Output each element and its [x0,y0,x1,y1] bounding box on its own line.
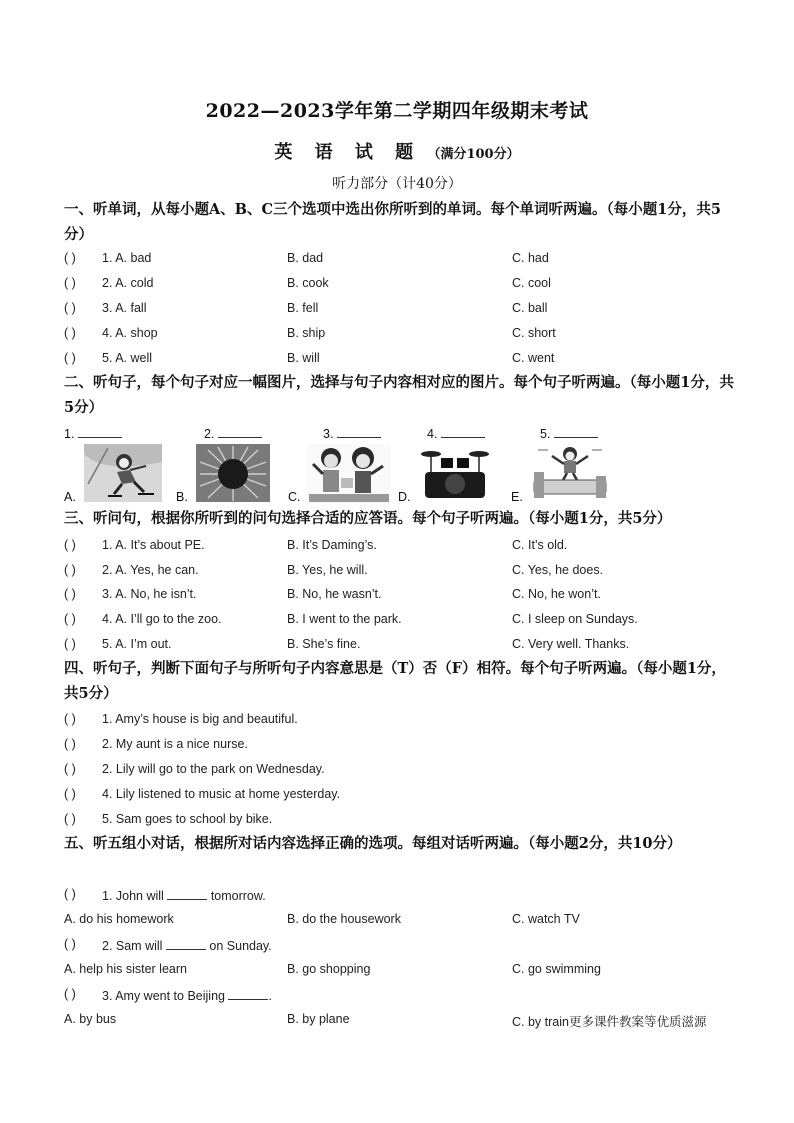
option-c: C. I sleep on Sundays. [512,612,638,626]
answer-bracket[interactable]: ( ) [64,326,76,340]
picture-answer-3[interactable]: 3. [323,425,381,441]
bed-jumping-image [530,444,610,502]
answer-bracket[interactable]: ( ) [64,987,76,1001]
option-a: 2. A. Yes, he can. [102,563,199,577]
option-b: B. No, he wasn’t. [287,587,382,601]
skating-girl-image [84,444,162,502]
question-text: 1. John will tomorrow. [102,889,266,903]
picture-answer-4[interactable]: 4. [427,425,485,441]
answer-bracket[interactable]: ( ) [64,612,76,626]
drum-kit-image [419,444,491,502]
part1-item [64,326,736,346]
option-b: B. It’s Daming’s. [287,538,377,552]
part4-heading: 四、听句子，判断下面句子与所听句子内容意思是（T）否（F）相符。每个句子听两遍。（每小题1分，共5分） [64,660,726,702]
answer-bracket[interactable]: ( ) [64,251,76,265]
option-a: A. help his sister learn [64,962,187,976]
option-b: B. fell [287,301,319,315]
part4-item [64,762,736,782]
part1-item [64,276,736,296]
answer-bracket[interactable]: ( ) [64,351,76,365]
answer-bracket[interactable]: ( ) [64,762,76,776]
answer-bracket[interactable]: ( ) [64,637,76,651]
option-a: 3. A. fall [102,301,147,315]
option-b: B. I went to the park. [287,612,402,626]
listening-section-title: 听力部分（计40分） [332,176,462,192]
option-b: B. ship [287,326,326,340]
part3-item [64,538,736,558]
part3-item [64,563,736,583]
option-c: C. Yes, he does. [512,563,604,577]
part4-item [64,787,736,807]
option-c: C. ball [512,301,548,315]
option-b: B. She’s fine. [287,637,361,651]
statement: 2. Lily will go to the park on Wednesday. [102,762,325,776]
option-a: 3. A. No, he isn’t. [102,587,197,601]
option-a: 4. A. I’ll go to the zoo. [102,612,222,626]
option-c: C. No, he won’t. [512,587,601,601]
option-b: B. do the housework [287,912,401,926]
statement: 4. Lily listened to music at home yesterday. [102,787,341,801]
option-a: 1. A. bad [102,251,152,265]
kids-image [307,444,391,504]
option-b: B. cook [287,276,329,290]
option-b: B. by plane [287,1012,350,1026]
answer-bracket[interactable]: ( ) [64,712,76,726]
option-c: C. went [512,351,555,365]
full-marks: （满分100分） [427,147,520,162]
part5-question-2 [64,937,736,957]
part2-heading: 二、听句子，每个句子对应一幅图片，选择与句子内容相对应的图片。每个句子听两遍。（每小题1分，共5分） [64,374,734,416]
option-a: 4. A. shop [102,326,158,340]
option-c: C. It’s old. [512,538,568,552]
option-a: 5. A. I’m out. [102,637,172,651]
watermark-text: 更多课件教案等优质滋源 [568,1014,707,1029]
subject-name: 英 语 试 题 [274,142,422,163]
picture-letter-d: D. [398,490,411,504]
part1-item [64,251,736,271]
answer-bracket[interactable]: ( ) [64,563,76,577]
answer-blank[interactable] [167,887,207,900]
picture-answer-1[interactable]: 1. [64,425,122,441]
question-text: 2. Sam will on Sunday. [102,939,272,953]
answer-bracket[interactable]: ( ) [64,301,76,315]
answer-blank[interactable] [166,937,206,950]
answer-bracket[interactable]: ( ) [64,737,76,751]
part5-heading: 五、听五组小对话，根据所对话内容选择正确的选项。每组对话听两遍。（每小题2分，共10分） [64,835,682,852]
option-c: C. watch TV [512,912,580,926]
picture-answer-2[interactable]: 2. [204,425,262,441]
exam-title: 2022—2023学年第二学期四年级期末考试 [205,100,589,122]
part5-options-2 [64,962,736,982]
statement: 2. My aunt is a nice nurse. [102,737,248,751]
sun-image [196,444,270,502]
option-b: B. go shopping [287,962,371,976]
part4-item [64,712,736,732]
part5-question-3 [64,987,736,1007]
part5-options-3 [64,1012,736,1032]
option-a: A. by bus [64,1012,117,1026]
option-c: C. cool [512,276,551,290]
option-a: A. do his homework [64,912,174,926]
answer-bracket[interactable]: ( ) [64,887,76,901]
picture-letter-b: B. [176,490,188,504]
answer-bracket[interactable]: ( ) [64,812,76,826]
answer-bracket[interactable]: ( ) [64,538,76,552]
option-a: 1. A. It’s about PE. [102,538,205,552]
picture-letter-e: E. [511,490,523,504]
option-c-with-watermark: C. by train更多课件教案等优质滋源 [512,1014,707,1029]
part1-item [64,301,736,321]
answer-blank[interactable] [228,987,268,1000]
statement: 5. Sam goes to school by bike. [102,812,273,826]
part5-question-1 [64,887,736,907]
part4-item [64,737,736,757]
part1-item [64,351,736,371]
option-c: C. had [512,251,549,265]
part3-item [64,587,736,607]
part3-item [64,612,736,632]
option-c: C. Very well. Thanks. [512,637,630,651]
answer-bracket[interactable]: ( ) [64,937,76,951]
option-b: B. dad [287,251,324,265]
answer-bracket[interactable]: ( ) [64,276,76,290]
option-a: 5. A. well [102,351,153,365]
option-b: B. Yes, he will. [287,563,368,577]
option-b: B. will [287,351,320,365]
picture-letter-a: A. [64,490,76,504]
part4-item [64,812,736,832]
subject-title [0,138,794,164]
option-c: C. go swimming [512,962,601,976]
option-c: C. short [512,326,556,340]
answer-bracket[interactable]: ( ) [64,787,76,801]
option-a: 2. A. cold [102,276,154,290]
answer-bracket[interactable]: ( ) [64,587,76,601]
part1-heading: 一、听单词，从每小题A、B、C三个选项中选出你所听到的单词。每个单词听两遍。（每小题1分，共5分） [64,201,721,243]
question-text: 3. Amy went to Beijing . [102,989,272,1003]
part3-item [64,637,736,657]
picture-letter-c: C. [288,490,301,504]
picture-answer-5[interactable]: 5. [540,425,598,441]
part3-heading: 三、听问句，根据你所听到的问句选择合适的应答语。每个句子听两遍。（每小题1分，共5分） [64,510,672,527]
part5-options-1 [64,912,736,932]
statement: 1. Amy’s house is big and beautiful. [102,712,298,726]
